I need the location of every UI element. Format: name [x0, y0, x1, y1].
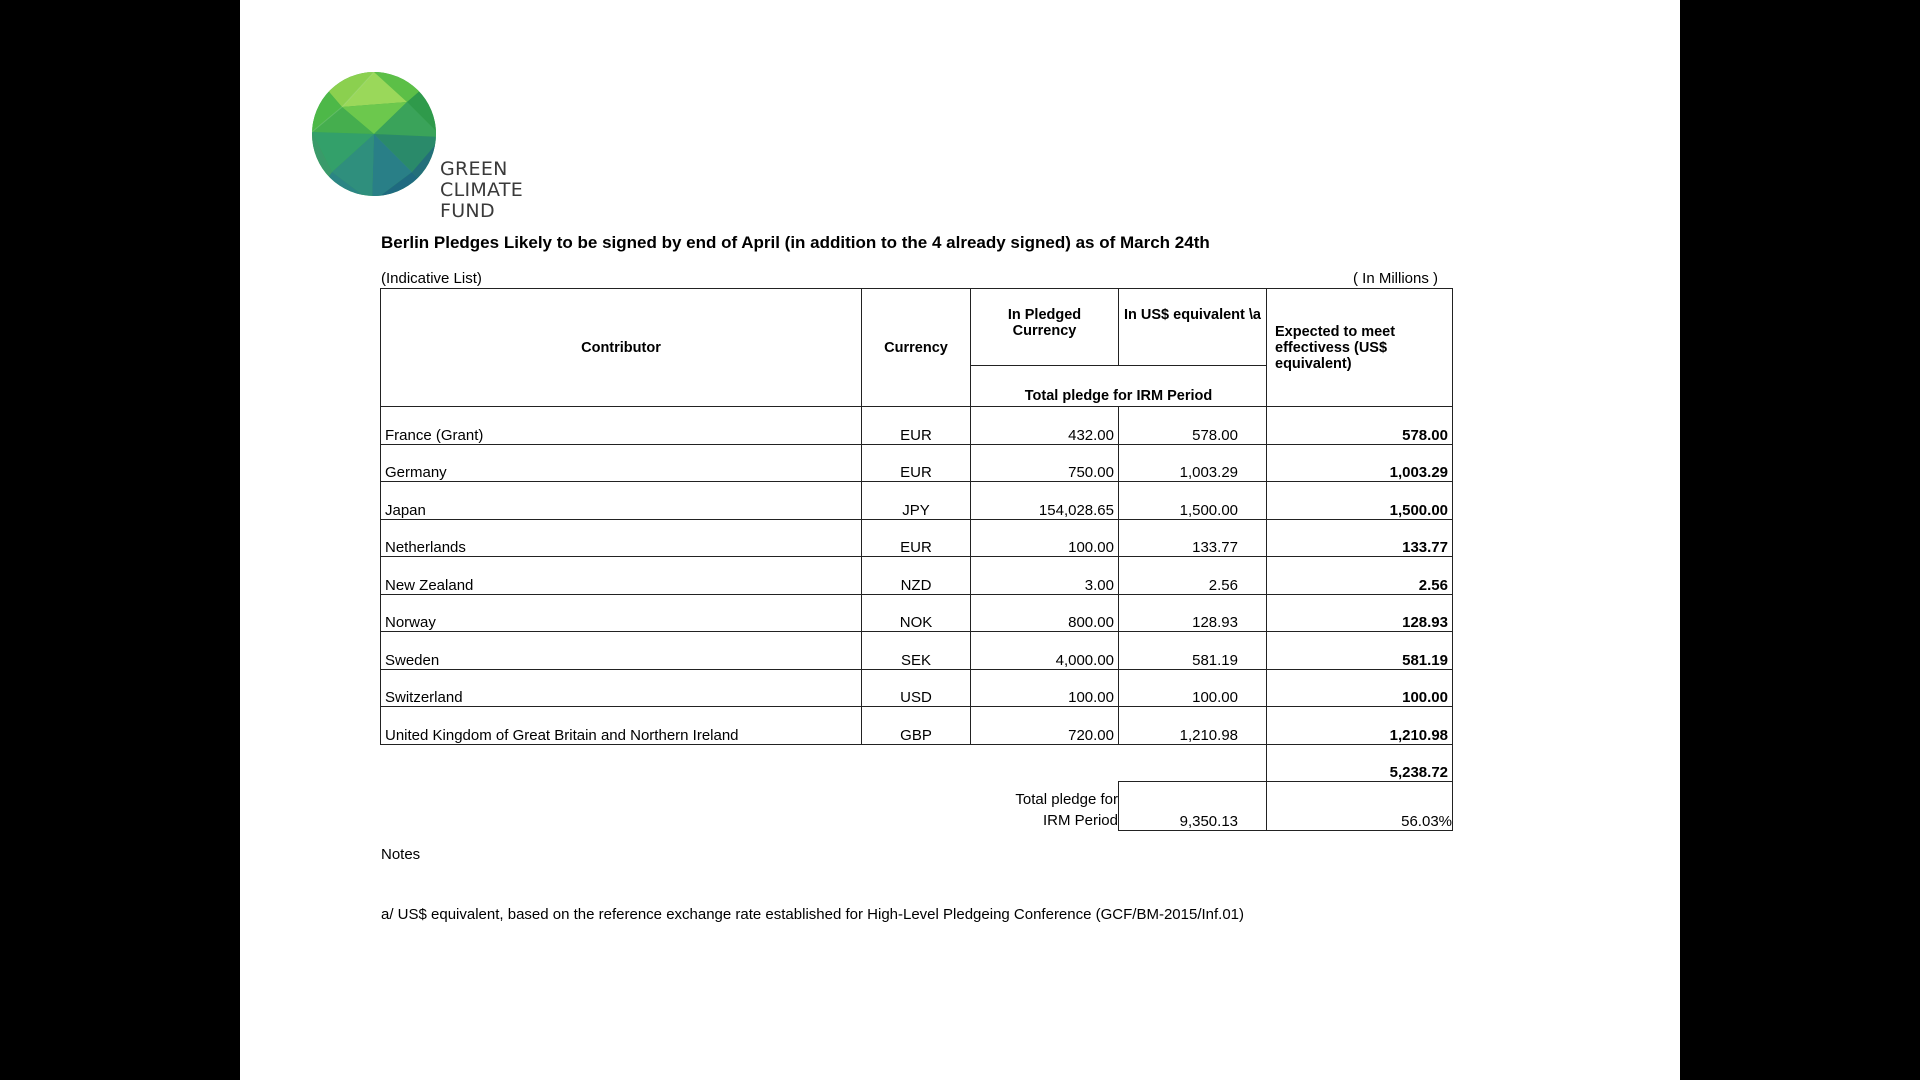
usd-amount-cell: 581.19	[1119, 632, 1267, 670]
usd-amount-cell: 100.00	[1119, 669, 1267, 707]
currency-cell: EUR	[862, 444, 971, 482]
expected-total-row	[381, 744, 1453, 782]
total-pledge-label	[971, 782, 1119, 831]
pledged-amount-cell: 432.00	[971, 407, 1119, 445]
pledged-amount-cell: 750.00	[971, 444, 1119, 482]
total-pledge-row	[381, 782, 1453, 831]
currency-cell: GBP	[862, 707, 971, 745]
table-row	[381, 444, 1453, 482]
expected-total-cell: 5,238.72	[1267, 744, 1453, 782]
logo-line-green: GREEN	[440, 158, 508, 180]
expected-amount-cell: 128.93	[1267, 594, 1453, 632]
usd-amount-cell: 128.93	[1119, 594, 1267, 632]
contributor-cell: Netherlands	[381, 519, 862, 557]
document-page	[240, 0, 1680, 1080]
table-row	[381, 632, 1453, 670]
pledged-amount-cell: 720.00	[971, 707, 1119, 745]
header-contributor: Contributor	[381, 289, 862, 407]
table-row	[381, 669, 1453, 707]
pledged-amount-cell: 4,000.00	[971, 632, 1119, 670]
contributor-cell: New Zealand	[381, 557, 862, 595]
usd-amount-cell: 2.56	[1119, 557, 1267, 595]
usd-amount-cell: 578.00	[1119, 407, 1267, 445]
table-body	[381, 407, 1453, 745]
pledges-table	[380, 288, 1453, 831]
total-pledge-label-text: Total pledge for IRM Period	[1015, 790, 1118, 829]
expected-amount-cell: 1,003.29	[1267, 444, 1453, 482]
green-climate-fund-logo	[312, 72, 572, 222]
pledged-amount-cell: 3.00	[971, 557, 1119, 595]
header-currency: Currency	[862, 289, 971, 407]
table-row	[381, 482, 1453, 520]
document-title: Berlin Pledges Likely to be signed by end of April (in addition to the 4 already signed) as of March 24th	[381, 233, 1210, 252]
total-pledge-percent: 56.03%	[1267, 782, 1453, 831]
expected-amount-cell: 1,210.98	[1267, 707, 1453, 745]
table-row	[381, 407, 1453, 445]
contributor-cell: France (Grant)	[381, 407, 862, 445]
expected-amount-cell: 100.00	[1267, 669, 1453, 707]
table-header-row	[381, 289, 1453, 366]
total-pledge-usd: 9,350.13	[1119, 782, 1267, 831]
currency-cell: USD	[862, 669, 971, 707]
spacer-cell	[381, 782, 971, 831]
header-expected: Expected to meet effectivess (US$ equivalent)	[1267, 289, 1453, 407]
contributor-cell: Germany	[381, 444, 862, 482]
units-label: ( In Millions )	[1353, 270, 1439, 287]
contributor-cell: United Kingdom of Great Britain and Northern Ireland	[381, 707, 862, 745]
pledged-amount-cell: 154,028.65	[971, 482, 1119, 520]
notes-label: Notes	[381, 846, 421, 863]
table-row	[381, 519, 1453, 557]
contributor-cell: Norway	[381, 594, 862, 632]
contributor-cell: Switzerland	[381, 669, 862, 707]
expected-amount-cell: 578.00	[1267, 407, 1453, 445]
pledged-amount-cell: 800.00	[971, 594, 1119, 632]
logo-wordmark	[440, 159, 523, 222]
currency-cell: NOK	[862, 594, 971, 632]
table-row	[381, 557, 1453, 595]
currency-cell: EUR	[862, 407, 971, 445]
header-pledged-currency: In Pledged Currency	[971, 289, 1119, 366]
usd-amount-cell: 1,003.29	[1119, 444, 1267, 482]
header-usd-equivalent: In US$ equivalent \a	[1119, 289, 1267, 366]
expected-amount-cell: 581.19	[1267, 632, 1453, 670]
contributor-cell: Sweden	[381, 632, 862, 670]
globe-icon	[312, 72, 442, 202]
logo-line-fund: FUND	[440, 200, 495, 222]
currency-cell: NZD	[862, 557, 971, 595]
contributor-cell: Japan	[381, 482, 862, 520]
pledged-amount-cell: 100.00	[971, 519, 1119, 557]
currency-cell: EUR	[862, 519, 971, 557]
pledged-amount-cell: 100.00	[971, 669, 1119, 707]
currency-cell: SEK	[862, 632, 971, 670]
usd-amount-cell: 1,500.00	[1119, 482, 1267, 520]
expected-amount-cell: 133.77	[1267, 519, 1453, 557]
usd-amount-cell: 1,210.98	[1119, 707, 1267, 745]
table-row	[381, 707, 1453, 745]
spacer-cell	[381, 744, 1267, 782]
header-total-pledge-irm: Total pledge for IRM Period	[971, 366, 1267, 407]
indicative-list-label: (Indicative List)	[381, 270, 482, 287]
logo-line-climate: CLIMATE	[440, 179, 524, 201]
footnote-a: a/ US$ equivalent, based on the reference exchange rate established for High-Level Pledgeing Conference (GCF/BM-2015/Inf.01)	[381, 906, 1245, 923]
currency-cell: JPY	[862, 482, 971, 520]
expected-amount-cell: 2.56	[1267, 557, 1453, 595]
expected-amount-cell: 1,500.00	[1267, 482, 1453, 520]
usd-amount-cell: 133.77	[1119, 519, 1267, 557]
table-row	[381, 594, 1453, 632]
